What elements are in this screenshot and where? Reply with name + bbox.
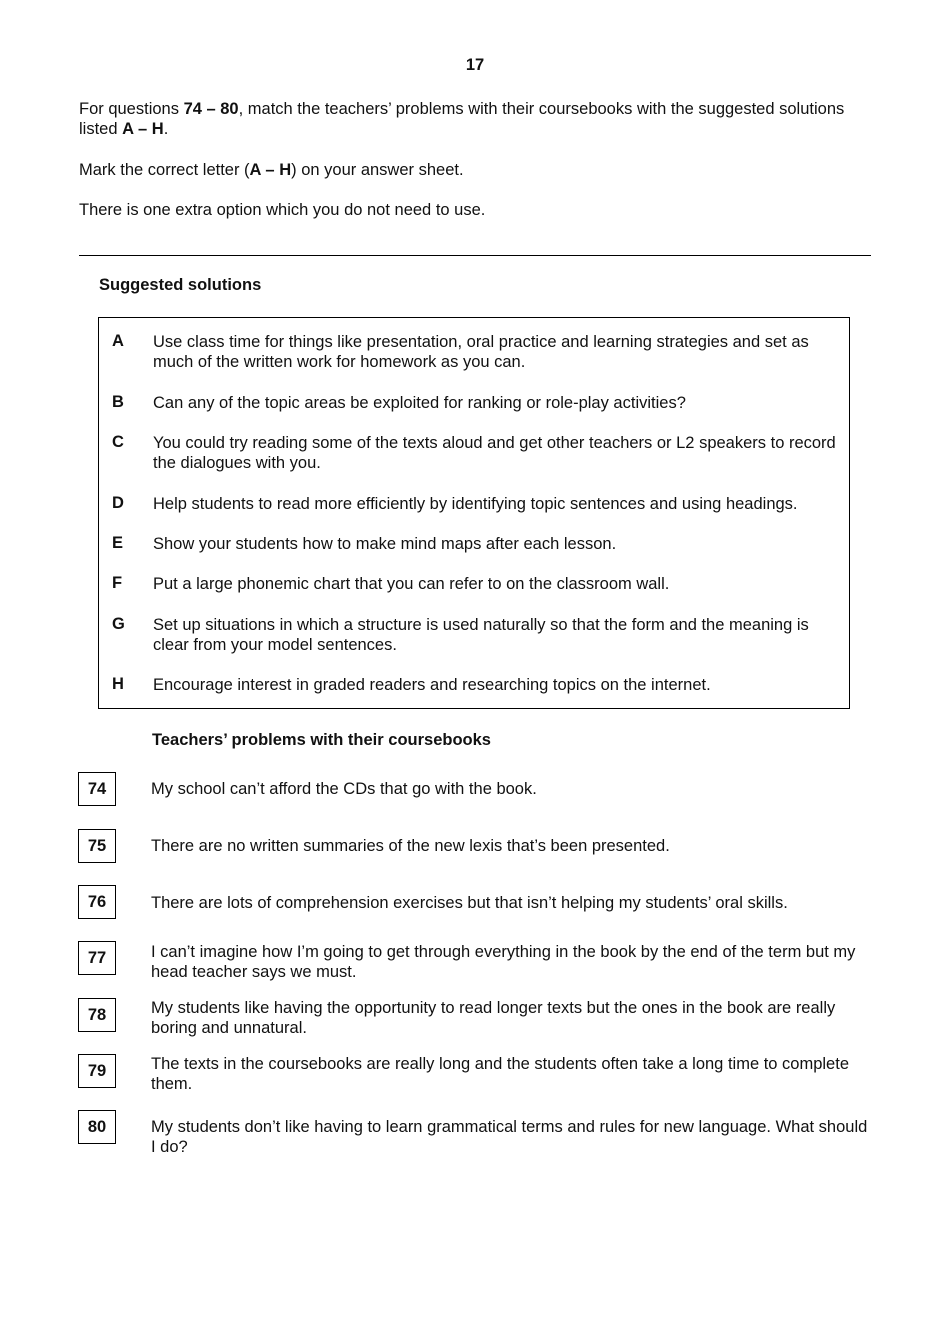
solution-letter: G [112, 615, 125, 633]
problem-number-box[interactable]: 74 [78, 772, 116, 806]
instruction-text: , match the teachers’ problems with their coursebooks with the suggested solutions listed [79, 100, 845, 138]
problem-text: I can’t imagine how I’m going to get through everything in the book by the end of the term but my head teacher says we must. [151, 943, 856, 981]
solution-text: Show your students how to make mind maps after each lesson. [153, 535, 617, 553]
problem-text: My students don’t like having to learn grammatical terms and rules for new language. What should I do? [151, 1118, 868, 1156]
solution-text: Can any of the topic areas be exploited for ranking or role-play activities? [153, 394, 686, 412]
problem-number-box[interactable]: 75 [78, 829, 116, 863]
instruction-questions [79, 99, 869, 139]
solution-letter: A [112, 332, 124, 350]
problem-number-box[interactable]: 79 [78, 1054, 116, 1088]
page-number: 17 [465, 56, 485, 74]
problem-text: There are no written summaries of the new lexis that’s been presented. [151, 837, 670, 855]
section-divider [79, 255, 871, 256]
problem-text: There are lots of comprehension exercises but that isn’t helping my students’ oral skills. [151, 894, 788, 912]
solution-text: Help students to read more efficiently by identifying topic sentences and using headings. [153, 495, 798, 513]
solution-text: Use class time for things like presentation, oral practice and learning strategies and set as much of the written work for homework as you can. [153, 333, 809, 371]
solution-letter: D [112, 494, 124, 512]
problem-number-box[interactable]: 76 [78, 885, 116, 919]
solution-letter: H [112, 675, 124, 693]
problem-number-box[interactable]: 78 [78, 998, 116, 1032]
solution-text: Encourage interest in graded readers and researching topics on the internet. [153, 676, 711, 694]
problem-text: The texts in the coursebooks are really long and the students often take a long time to complete them. [151, 1055, 849, 1093]
solutions-heading: Suggested solutions [99, 276, 262, 294]
instruction-text: Mark the correct letter ( [79, 161, 250, 179]
solution-text: Set up situations in which a structure is used naturally so that the form and the meaning is clear from your model sentences. [153, 616, 809, 654]
option-range: A – H [249, 161, 292, 179]
solution-text: You could try reading some of the texts aloud and get other teachers or L2 speakers to record the dialogues with you. [153, 434, 836, 472]
solution-letter: F [112, 574, 123, 592]
problem-text: My school can’t afford the CDs that go with the book. [151, 780, 537, 798]
instruction-mark [79, 160, 869, 180]
solution-letter: E [112, 534, 124, 552]
problem-number-box[interactable]: 77 [78, 941, 116, 975]
problem-number-box[interactable]: 80 [78, 1110, 116, 1144]
question-range: 74 – 80 [183, 100, 239, 118]
instruction-text: . [163, 120, 169, 138]
instruction-text: For questions [79, 100, 184, 118]
solution-letter: C [112, 433, 124, 451]
solution-text: Put a large phonemic chart that you can refer to on the classroom wall. [153, 575, 670, 593]
solutions-box [98, 317, 850, 709]
instruction-text: ) on your answer sheet. [291, 161, 464, 179]
solution-letter: B [112, 393, 124, 411]
instruction-extra-option: There is one extra option which you do not need to use. [79, 201, 486, 219]
problem-text: My students like having the opportunity to read longer texts but the ones in the book are really boring and unnatural. [151, 999, 836, 1037]
option-range: A – H [122, 120, 164, 138]
problems-heading: Teachers’ problems with their coursebooks [152, 731, 491, 749]
